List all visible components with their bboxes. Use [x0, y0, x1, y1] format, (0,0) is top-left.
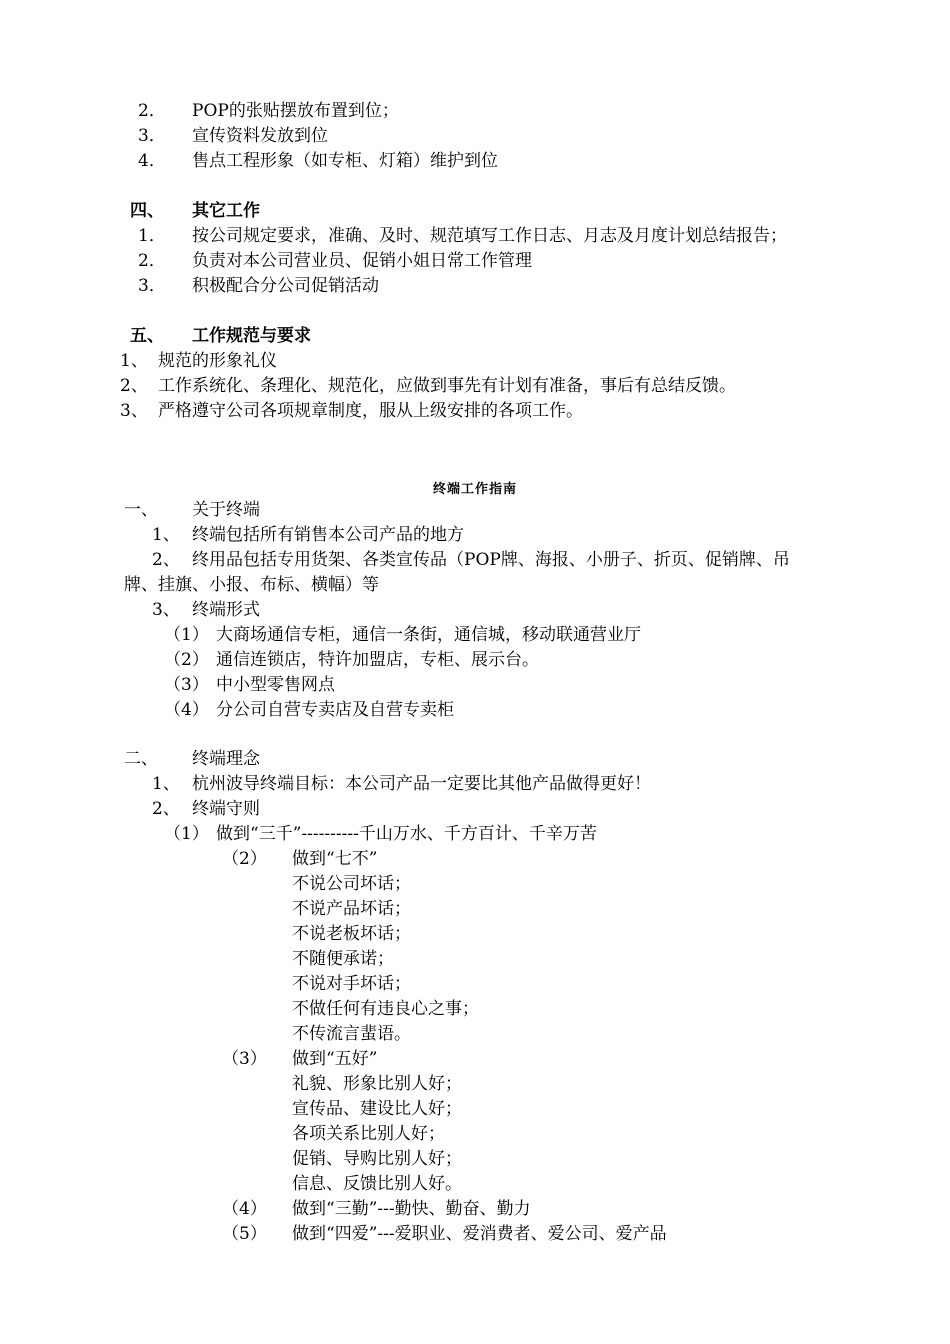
list-item-text: 宣传资料发放到位 — [192, 126, 328, 146]
list-item-continuation: 牌、挂旗、小报、布标、横幅）等 — [124, 575, 379, 595]
list-number: 1． — [138, 226, 166, 246]
section-heading: 其它工作 — [192, 201, 260, 221]
list-item-text: 分公司自营专卖店及自营专卖柜 — [216, 700, 454, 720]
list-number: 1、 — [152, 525, 180, 545]
rule-line: 促销、导购比别人好； — [292, 1149, 462, 1169]
section-heading: 工作规范与要求 — [192, 326, 311, 346]
rule-line: 各项关系比别人好； — [292, 1124, 445, 1144]
list-number: 3、 — [152, 600, 180, 620]
list-item-text: 做到“五好” — [292, 1049, 378, 1069]
list-item-text: 终端守则 — [192, 799, 260, 819]
list-item-text: 售点工程形象（如专柜、灯箱）维护到位 — [192, 151, 498, 171]
guide-title: 终端工作指南 — [432, 482, 517, 497]
list-item-text: 通信连锁店，特许加盟店，专柜、展示台。 — [216, 650, 539, 670]
list-number: 2、 — [120, 376, 148, 396]
section-number: 四、 — [130, 201, 164, 221]
list-number: （1） — [164, 625, 209, 645]
rule-line: 不说对手坏话； — [292, 974, 411, 994]
list-number: 1、 — [152, 774, 180, 794]
list-number: （5） — [222, 1224, 267, 1244]
list-number: 3． — [138, 276, 166, 296]
list-item-text: 大商场通信专柜，通信一条街，通信城，移动联通营业厅 — [216, 625, 641, 645]
list-number: （2） — [222, 849, 267, 869]
rule-line: 不说公司坏话； — [292, 874, 411, 894]
list-item-text: 严格遵守公司各项规章制度，服从上级安排的各项工作。 — [158, 401, 583, 421]
list-number: 1、 — [120, 351, 148, 371]
list-number: 4． — [138, 151, 166, 171]
section-number: 五、 — [130, 326, 164, 346]
list-number: 2． — [138, 251, 166, 271]
list-item-text: 终端形式 — [192, 600, 260, 620]
rule-line: 不传流言蜚语。 — [292, 1024, 411, 1044]
list-number: （3） — [164, 675, 209, 695]
list-item-text: 做到“三勤”---勤快、勤奋、勤力 — [292, 1199, 531, 1219]
list-number: （4） — [164, 700, 209, 720]
rule-line: 不做任何有违良心之事； — [292, 999, 479, 1019]
list-number: 2、 — [152, 550, 180, 570]
list-item-text: 按公司规定要求，准确、及时、规范填写工作日志、月志及月度计划总结报告； — [192, 226, 787, 246]
list-item-text: 终用品包括专用货架、各类宣传品（POP牌、海报、小册子、折页、促销牌、吊 — [192, 550, 790, 570]
list-item-text: POP的张贴摆放布置到位； — [192, 101, 399, 121]
rule-line: 信息、反馈比别人好。 — [292, 1174, 462, 1194]
list-number: 2． — [138, 101, 166, 121]
list-item-text: 做到“三千”----------千山万水、千方百计、千辛万苦 — [216, 824, 597, 844]
section-number: 二、 — [124, 749, 158, 769]
rule-line: 宣传品、建设比人好； — [292, 1099, 462, 1119]
rule-line: 不随便承诺； — [292, 949, 394, 969]
rule-line: 不说老板坏话； — [292, 924, 411, 944]
list-item-text: 做到“四爱”---爱职业、爱消费者、爱公司、爱产品 — [292, 1224, 667, 1244]
list-number: （2） — [164, 650, 209, 670]
list-item-text: 做到“七不” — [292, 849, 378, 869]
list-number: 2、 — [152, 799, 180, 819]
list-number: （4） — [222, 1199, 267, 1219]
list-number: 3、 — [120, 401, 148, 421]
list-number: （3） — [222, 1049, 267, 1069]
list-item-text: 负责对本公司营业员、促销小姐日常工作管理 — [192, 251, 532, 271]
section-heading: 终端理念 — [192, 749, 260, 769]
list-item-text: 工作系统化、条理化、规范化，应做到事先有计划有准备，事后有总结反馈。 — [158, 376, 736, 396]
section-number: 一、 — [124, 500, 158, 520]
list-item-text: 中小型零售网点 — [216, 675, 335, 695]
list-item-text: 积极配合分公司促销活动 — [192, 276, 379, 296]
list-item-text: 终端包括所有销售本公司产品的地方 — [192, 525, 464, 545]
rule-line: 礼貌、形象比别人好； — [292, 1074, 462, 1094]
list-item-text: 规范的形象礼仪 — [158, 351, 277, 371]
section-heading: 关于终端 — [192, 500, 260, 520]
rule-line: 不说产品坏话； — [292, 899, 411, 919]
list-item-text: 杭州波导终端目标：本公司产品一定要比其他产品做得更好！ — [192, 774, 651, 794]
list-number: 3． — [138, 126, 166, 146]
list-number: （1） — [164, 824, 209, 844]
